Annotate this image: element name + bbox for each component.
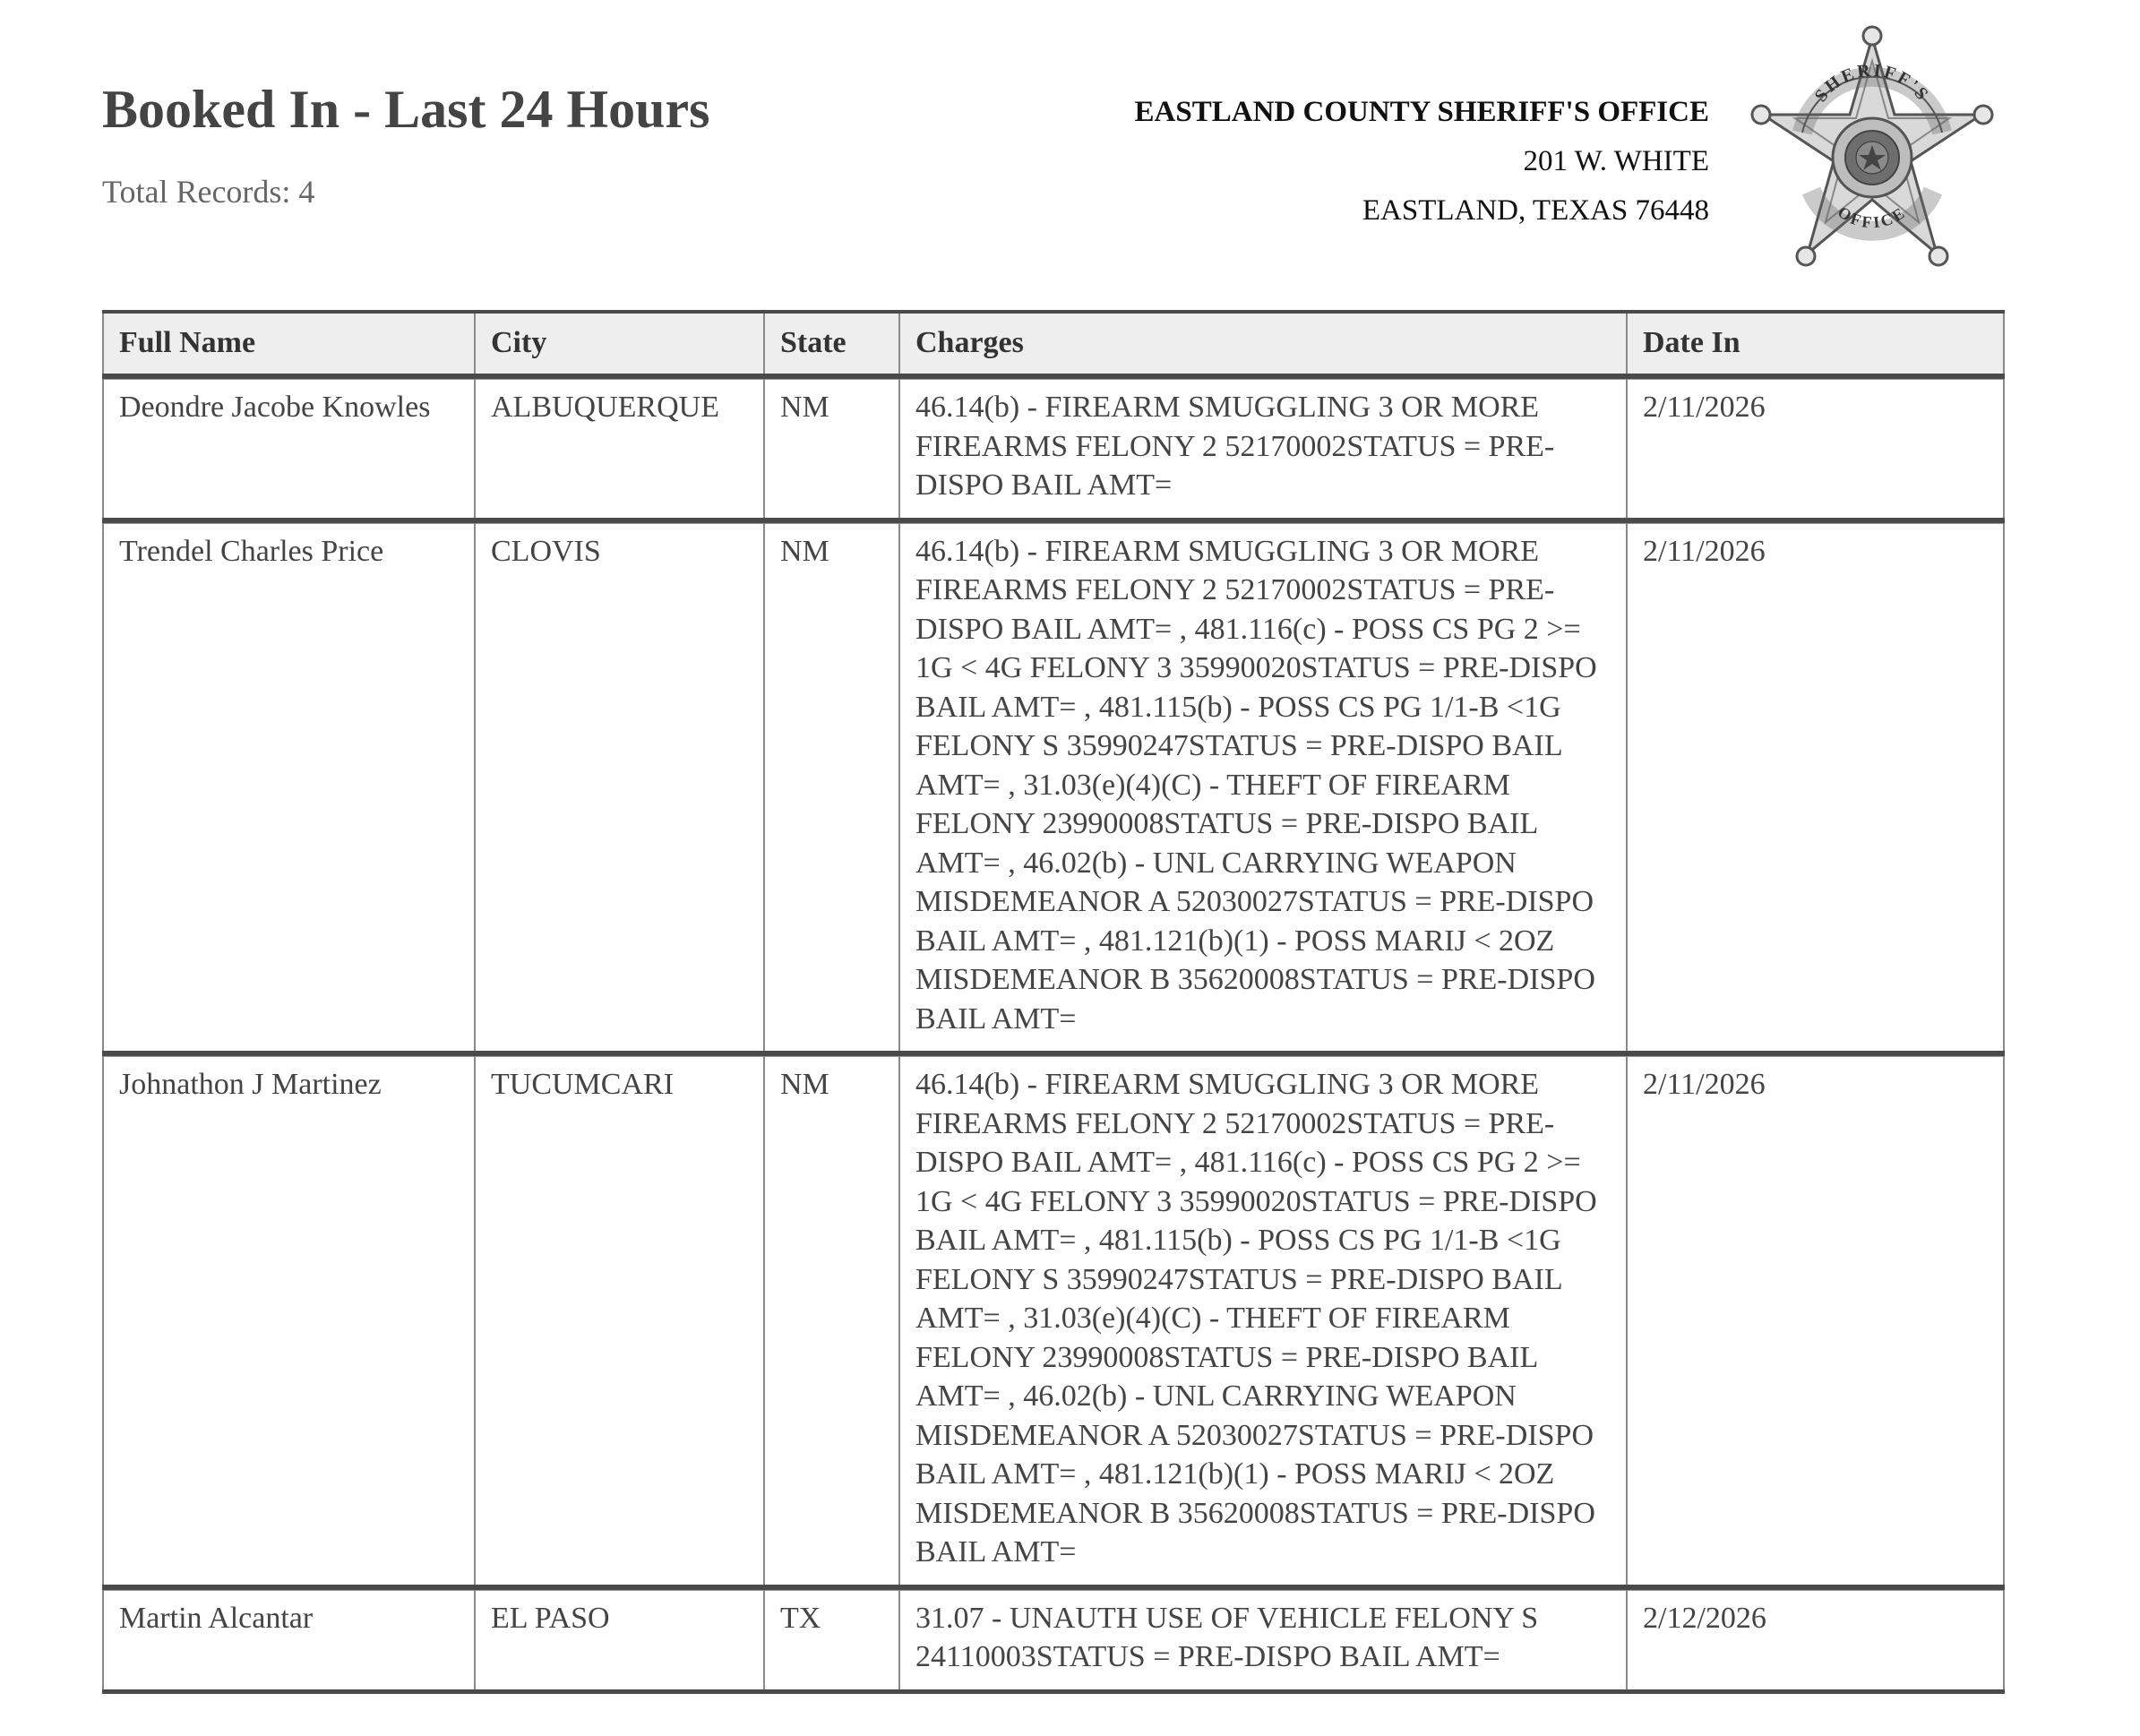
organization-block (1135, 88, 1709, 236)
cell-full-name: Martin Alcantar (103, 1587, 475, 1692)
cell-date-in: 2/11/2026 (1627, 520, 2004, 1054)
table-row (103, 520, 2004, 1054)
column-header-city: City (475, 312, 764, 376)
cell-date-in: 2/11/2026 (1627, 1053, 2004, 1587)
table-header-row (103, 312, 2004, 376)
column-header-charges: Charges (899, 312, 1627, 376)
cell-city: TUCUMCARI (475, 1053, 764, 1587)
cell-date-in: 2/11/2026 (1627, 376, 2004, 520)
cell-state: NM (764, 1053, 899, 1587)
cell-state: NM (764, 376, 899, 520)
cell-city: EL PASO (475, 1587, 764, 1692)
cell-city: ALBUQUERQUE (475, 376, 764, 520)
booking-records-table (102, 310, 2005, 1694)
cell-charges: 46.14(b) - FIREARM SMUGGLING 3 OR MORE FIREARMS FELONY 2 52170002STATUS = PRE-DISPO BAIL AMT= , 481.116(c) - POSS CS PG 2 >= 1G < 4G FELONY 3 35990020STATUS = PRE-DISPO BAIL AMT= , 481.115(b) - POSS CS PG 1/1-B <1G FELONY S 35990247STATUS = PRE-DISPO BAIL AMT= , 31.03(e)(4)(C) - THEFT OF FIREARM FELONY 23990008STATUS = PRE-DISPO BAIL AMT= , 46.02(b) - UNL CARRYING WEAPON MISDEMEANOR A 52030027STATUS = PRE-DISPO BAIL AMT= , 481.121(b)(1) - POSS MARIJ < 2OZ MISDEMEANOR B 35620008STATUS = PRE-DISPO BAIL AMT= (899, 520, 1627, 1054)
cell-charges: 46.14(b) - FIREARM SMUGGLING 3 OR MORE FIREARMS FELONY 2 52170002STATUS = PRE-DISPO BAIL AMT= , 481.116(c) - POSS CS PG 2 >= 1G < 4G FELONY 3 35990020STATUS = PRE-DISPO BAIL AMT= , 481.115(b) - POSS CS PG 1/1-B <1G FELONY S 35990247STATUS = PRE-DISPO BAIL AMT= , 31.03(e)(4)(C) - THEFT OF FIREARM FELONY 23990008STATUS = PRE-DISPO BAIL AMT= , 46.02(b) - UNL CARRYING WEAPON MISDEMEANOR A 52030027STATUS = PRE-DISPO BAIL AMT= , 481.121(b)(1) - POSS MARIJ < 2OZ MISDEMEANOR B 35620008STATUS = PRE-DISPO BAIL AMT= (899, 1053, 1627, 1587)
cell-charges: 46.14(b) - FIREARM SMUGGLING 3 OR MORE FIREARMS FELONY 2 52170002STATUS = PRE-DISPO BAIL AMT= (899, 376, 1627, 520)
cell-full-name: Deondre Jacobe Knowles (103, 376, 475, 520)
column-header-state: State (764, 312, 899, 376)
table-row (103, 376, 2004, 520)
organization-address-line2: EASTLAND, TEXAS 76448 (1362, 194, 1709, 227)
cell-state: TX (764, 1587, 899, 1692)
organization-address-line1: 201 W. WHITE (1523, 145, 1709, 177)
cell-full-name: Johnathon J Martinez (103, 1053, 475, 1587)
cell-full-name: Trendel Charles Price (103, 520, 475, 1054)
total-records: Total Records: 4 (102, 174, 315, 210)
cell-city: CLOVIS (475, 520, 764, 1054)
svg-text:OFFICE: OFFICE (1835, 202, 1910, 232)
svg-text:SHERIFF'S: SHERIFF'S (1810, 60, 1934, 107)
table-row (103, 1587, 2004, 1692)
column-header-full-name: Full Name (103, 312, 475, 376)
cell-charges: 31.07 - UNAUTH USE OF VEHICLE FELONY S 24110003STATUS = PRE-DISPO BAIL AMT= (899, 1587, 1627, 1692)
sheriff-star-badge-icon (1747, 25, 1998, 272)
cell-state: NM (764, 520, 899, 1054)
cell-date-in: 2/12/2026 (1627, 1587, 2004, 1692)
page-title: Booked In - Last 24 Hours (102, 80, 710, 139)
organization-name: EASTLAND COUNTY SHERIFF'S OFFICE (1134, 96, 1709, 128)
table-row (103, 1053, 2004, 1587)
column-header-date-in: Date In (1627, 312, 2004, 376)
